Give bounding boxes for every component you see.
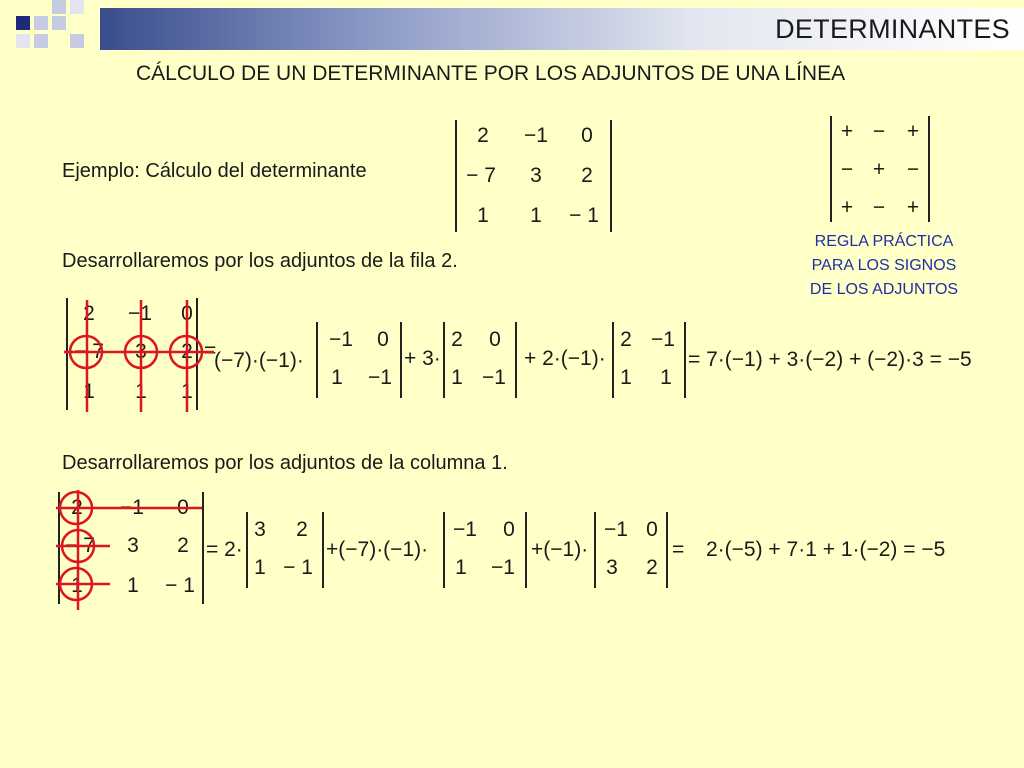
matrix-cell: 1 (83, 380, 95, 403)
matrix-cell: 1 (127, 574, 139, 597)
minor-cell: 1 (451, 366, 463, 389)
matrix-cell: − 7 (466, 164, 496, 187)
minor-cell: −1 (453, 518, 477, 541)
minor-cell: 1 (331, 366, 343, 389)
row-eq: = (204, 339, 217, 362)
caption-line: PARA LOS SIGNOS (811, 257, 957, 274)
sign-cell: + (872, 158, 886, 181)
matrix-cell: 1 (135, 380, 147, 403)
matrix-cell: −1 (128, 302, 152, 325)
matrix-cell: 1 (530, 204, 542, 227)
minor-cell: −1 (368, 366, 392, 389)
matrix-cell: 0 (581, 124, 593, 147)
sign-cell: − (906, 158, 920, 181)
example-label: Ejemplo: Cálculo del determinante (62, 160, 367, 182)
minor-cell: −1 (482, 366, 506, 389)
matrix-cell: 2 (83, 302, 95, 325)
col-term3-coef: +(−1)· (531, 538, 589, 561)
minor-cell: 0 (503, 518, 515, 541)
matrix-cell: 2 (177, 534, 189, 557)
sign-cell: + (906, 120, 920, 143)
col-result: 2·(−5) + 7·1 + 1·(−2) = −5 (706, 538, 946, 561)
minor-cell: 0 (646, 518, 658, 541)
row-term1-coef: (−7)·(−1)· (214, 349, 304, 372)
row-term2-coef: + 3· (404, 347, 441, 370)
row-result: = 7·(−1) + 3·(−2) + (−2)·3 = −5 (688, 348, 972, 371)
minor-cell: −1 (329, 328, 353, 351)
page-subtitle: CÁLCULO DE UN DETERMINANTE POR LOS ADJUNTOS DE UNA LÍNEA (136, 62, 846, 85)
matrix-cell: − 7 (65, 534, 95, 557)
minor-cell: 1 (254, 556, 266, 579)
row-expansion-label: Desarrollaremos por los adjuntos de la fila 2. (62, 250, 458, 272)
col-expansion-label: Desarrollaremos por los adjuntos de la columna 1. (62, 452, 508, 474)
caption-line: DE LOS ADJUNTOS (809, 281, 959, 298)
matrix-cell: − 1 (165, 574, 195, 597)
sign-cell: + (906, 196, 920, 219)
matrix-cell: 0 (181, 302, 193, 325)
matrix-cell: 2 (477, 124, 489, 147)
matrix-cell: − 7 (74, 340, 104, 363)
matrix-cell: 0 (177, 496, 189, 519)
minor-cell: 2 (620, 328, 632, 351)
minor-cell: 1 (660, 366, 672, 389)
minor-cell: −1 (491, 556, 515, 579)
col-eq2: = (672, 538, 685, 561)
sign-cell: − (872, 120, 886, 143)
matrix-cell: 3 (135, 340, 147, 363)
sign-cell: − (840, 158, 854, 181)
col-term1-coef: = 2· (206, 538, 243, 561)
caption-line: REGLA PRÁCTICA (814, 233, 954, 250)
minor-cell: 1 (620, 366, 632, 389)
minor-cell: 3 (254, 518, 266, 541)
matrix-cell: 2 (181, 340, 193, 363)
minor-cell: 2 (451, 328, 463, 351)
matrix-cell: 1 (477, 204, 489, 227)
sign-cell: + (840, 196, 854, 219)
matrix-cell: 2 (581, 164, 593, 187)
matrix-cell: 2 (71, 496, 83, 519)
minor-cell: −1 (604, 518, 628, 541)
matrix-cell: −1 (120, 496, 144, 519)
matrix-cell: 1 (181, 380, 193, 403)
minor-cell: 2 (296, 518, 308, 541)
matrix-cell: − 1 (569, 204, 599, 227)
minor-cell: −1 (651, 328, 675, 351)
row-term3-coef: + 2·(−1)· (524, 347, 606, 370)
matrix-cell: −1 (524, 124, 548, 147)
matrix-cell: 1 (71, 574, 83, 597)
minor-cell: 1 (455, 556, 467, 579)
minor-cell: − 1 (283, 556, 313, 579)
col-term2-coef: +(−7)·(−1)· (326, 538, 429, 561)
minor-cell: 2 (646, 556, 658, 579)
sign-cell: − (872, 196, 886, 219)
minor-cell: 0 (489, 328, 501, 351)
minor-cell: 3 (606, 556, 618, 579)
matrix-cell: 3 (530, 164, 542, 187)
matrix-cell: 3 (127, 534, 139, 557)
minor-cell: 0 (377, 328, 389, 351)
page-title: DETERMINANTES (775, 14, 1010, 44)
sign-cell: + (840, 120, 854, 143)
